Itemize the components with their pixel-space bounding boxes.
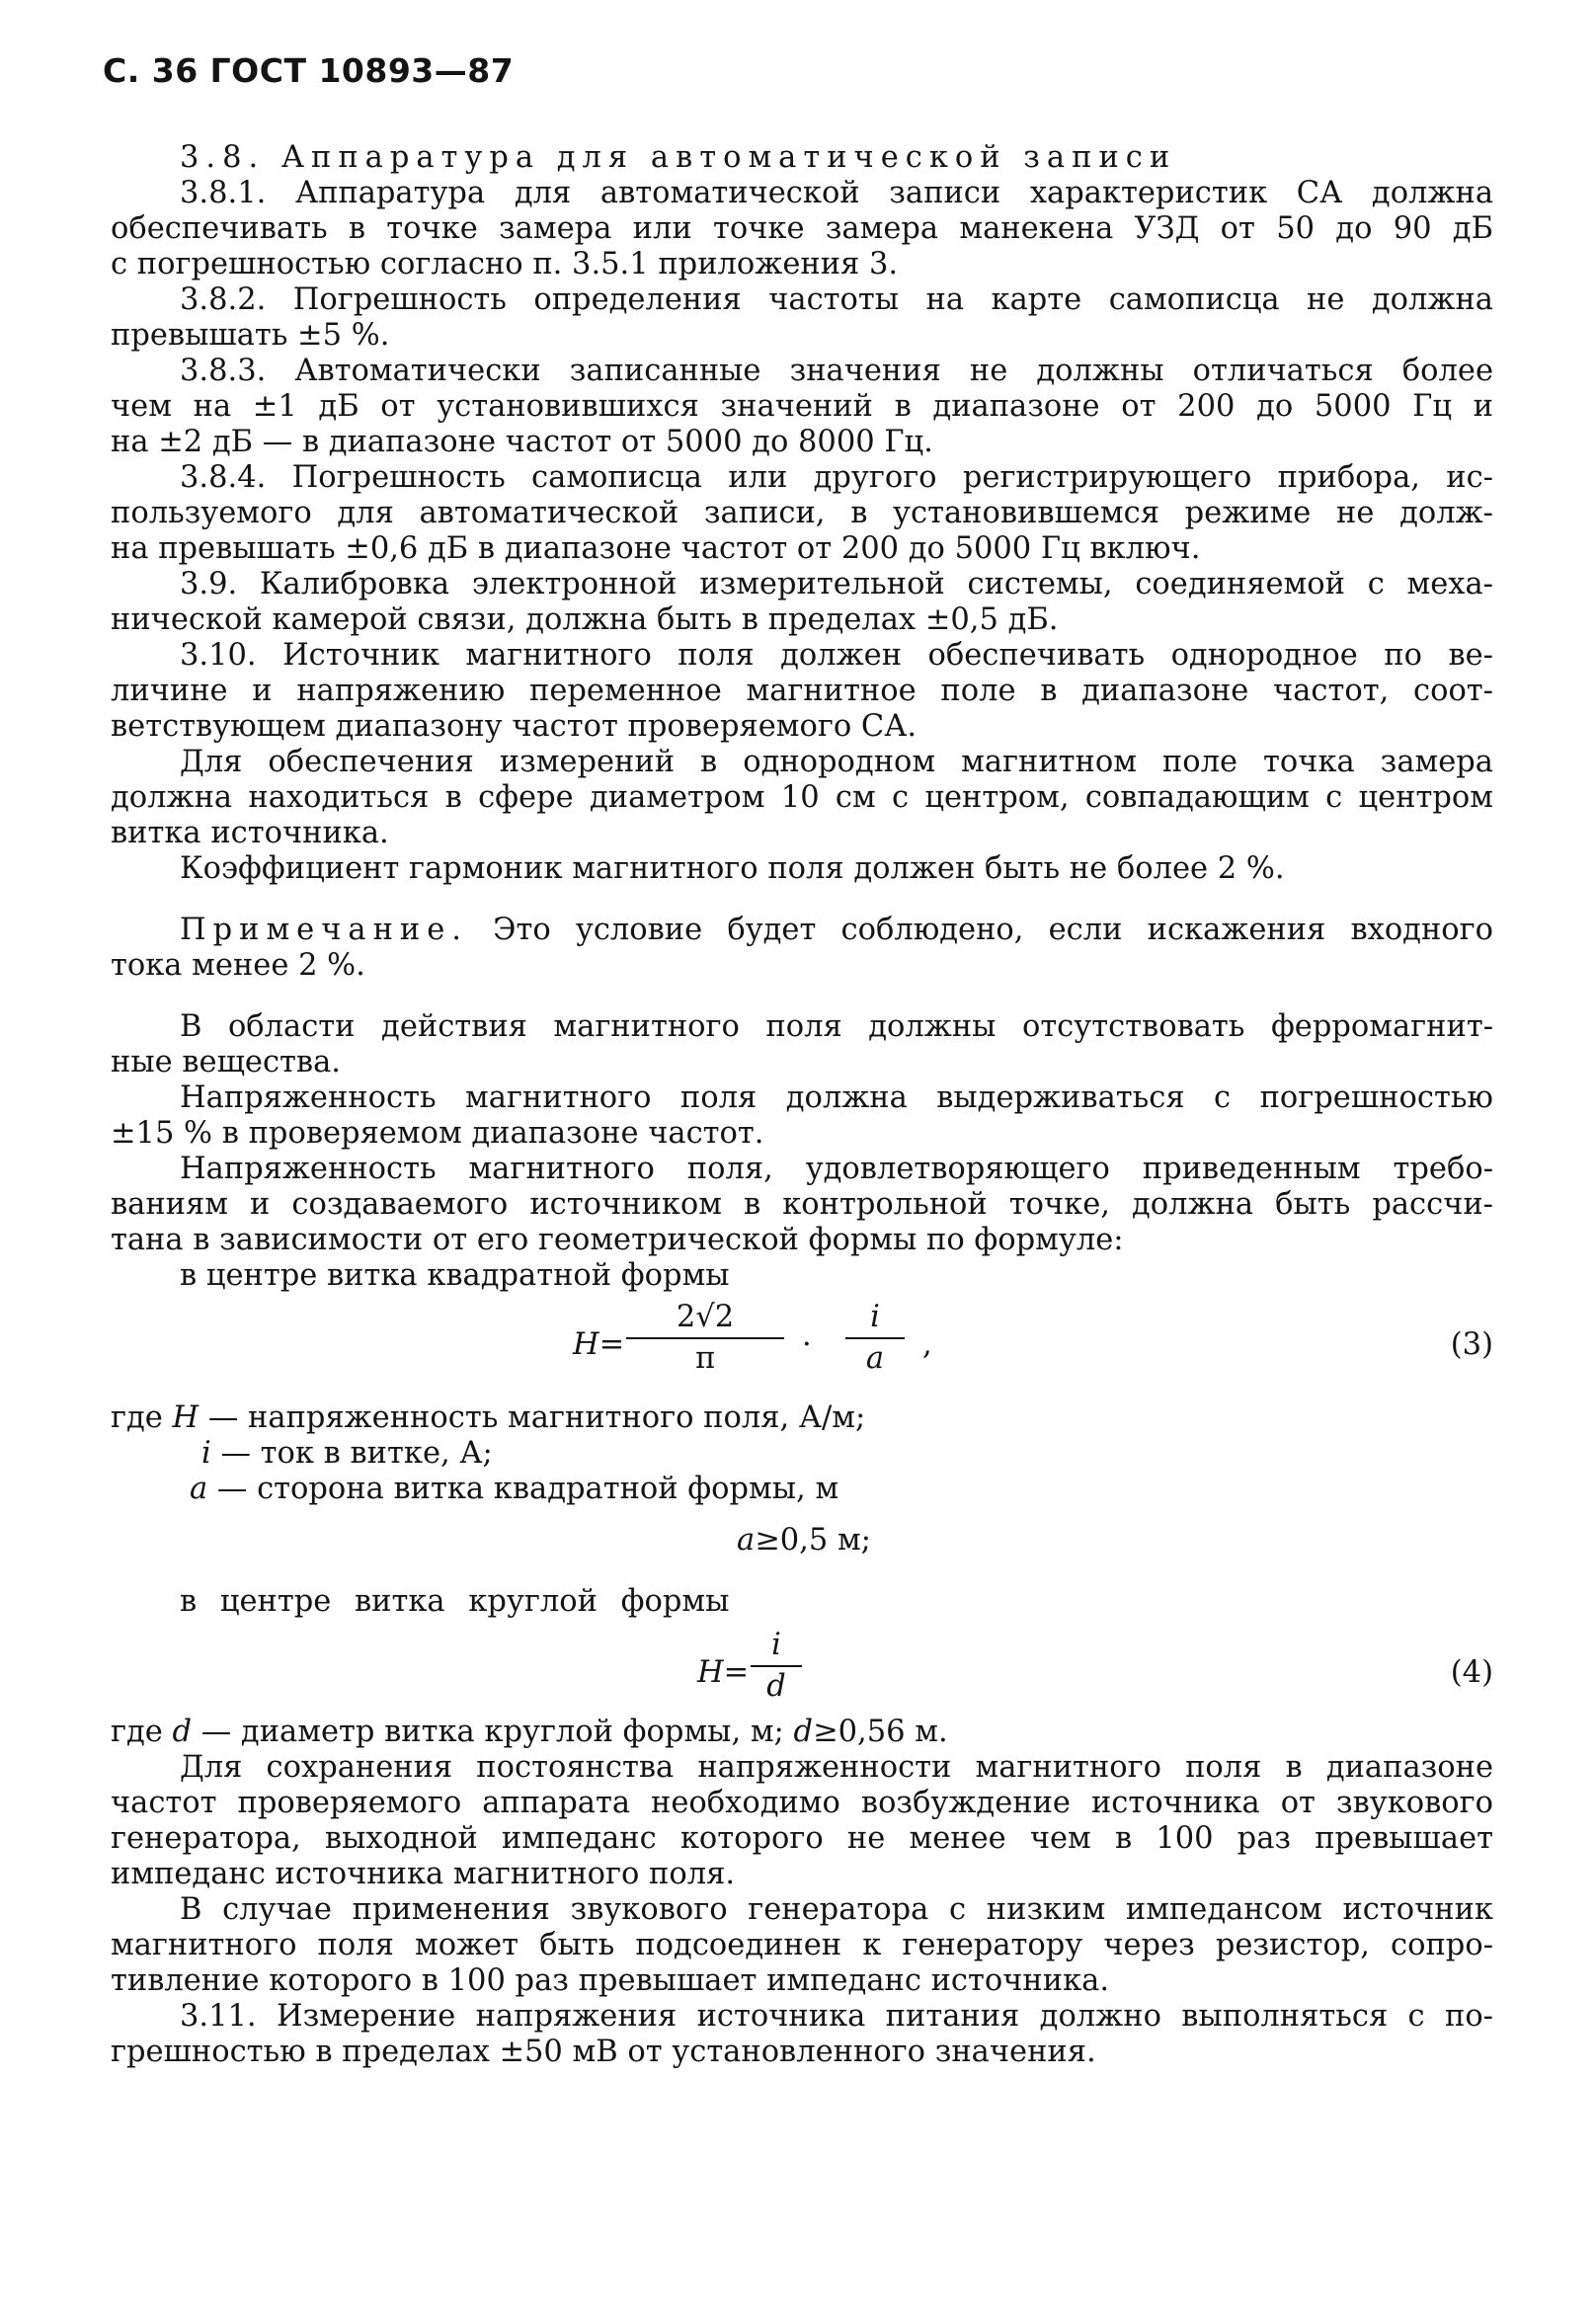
paragraph-low-impedance xyxy=(111,1892,1493,1999)
paragraph-3-9 xyxy=(111,567,1493,638)
section-3-8-title: 3.8. Аппаратура для автоматической записи xyxy=(180,140,1177,175)
text-line: Для сохранения постоянства напряженности магнитного поля в диапазоне xyxy=(180,1750,1493,1785)
formula-3 xyxy=(111,1294,1493,1400)
condition-a xyxy=(111,1523,1493,1559)
definition-H xyxy=(111,1400,1493,1436)
text-line: генератора, выходной импеданс которого не менее чем в 100 раз превышает xyxy=(111,1821,1493,1856)
paragraph-3-11 xyxy=(111,1999,1493,2070)
text-line: превышать ±5 %. xyxy=(111,318,390,353)
text-line: на превышать ±0,6 дБ в диапазоне частот от 200 до 5000 Гц включ. xyxy=(111,531,1201,566)
note xyxy=(111,913,1493,984)
symbol-a: a xyxy=(190,1472,208,1506)
text-line: с погрешностью согласно п. 3.5.1 приложения 3. xyxy=(111,247,899,281)
text-line: импеданс источника магнитного поля. xyxy=(111,1857,736,1891)
formula-4 xyxy=(111,1620,1493,1715)
where-word: где xyxy=(111,1400,173,1435)
text-line: 3.8.4. Погрешность самописца или другого регистрирующего прибора, ис- xyxy=(180,460,1493,495)
symbol-d: d xyxy=(793,1715,814,1749)
text-line: нической камерой связи, должна быть в пределах ±0,5 дБ. xyxy=(111,602,1059,637)
text-line: 3.8.3. Автоматически записанные значения не должны отличаться более xyxy=(180,354,1493,388)
formula-4-fraction xyxy=(751,1628,802,1705)
formula-3-definitions xyxy=(111,1400,1493,1507)
definition-d xyxy=(111,1715,1493,1750)
definition-i-text: — ток в витке, А; xyxy=(210,1436,493,1471)
formula-3-denominator-2: a xyxy=(865,1341,885,1376)
paragraph-harmonics: Коэффициент гармоник магнитного поля должен быть не более 2 %. xyxy=(180,851,1285,886)
text-line: 3.9. Калибровка электронной измерительной системы, соединяемой с меха- xyxy=(180,567,1493,601)
note-label: Примечание. xyxy=(180,913,468,947)
condition-d-text: ≥0,56 м. xyxy=(813,1715,948,1749)
note-text: Это условие будет соблюдено, если искажения входного xyxy=(467,913,1493,947)
text-line: частот проверяемого аппарата необходимо возбуждение источника от звукового xyxy=(111,1786,1493,1820)
text-line: ±15 % в проверяемом диапазоне частот. xyxy=(111,1116,764,1151)
note-line xyxy=(111,913,1493,948)
paragraph-ferromagnetic xyxy=(111,1009,1493,1080)
paragraph-3-8-2 xyxy=(111,282,1493,354)
symbol-d: d xyxy=(172,1715,193,1749)
symbol-a: a xyxy=(737,1523,756,1558)
text-line: на ±2 дБ — в диапазоне частот от 5000 до 8000 Гц. xyxy=(111,425,933,459)
where-word: где xyxy=(111,1715,173,1749)
text-line: пользуемого для автоматической записи, в установившемся режиме не долж- xyxy=(111,496,1493,530)
text-line: магнитного поля может быть подсоединен к генератору через резистор, сопро- xyxy=(111,1928,1493,1962)
formula-3-numerator-2: i xyxy=(845,1300,905,1339)
definition-i xyxy=(111,1436,1493,1472)
round-center-label: в центре витка круглой формы xyxy=(180,1584,730,1619)
square-center-label: в центре витка квадратной формы xyxy=(180,1258,730,1293)
formula-3-number: (3) xyxy=(1450,1327,1493,1362)
paragraph-3-8-3 xyxy=(111,354,1493,460)
definition-d-text: — диаметр витка круглой формы, м; xyxy=(192,1715,794,1749)
formula-4-denominator: d xyxy=(766,1669,786,1704)
text-line: 3.8.2. Погрешность определения частоты на карте самописца не должна xyxy=(180,282,1493,317)
page-header: С. 36 ГОСТ 10893—87 xyxy=(103,51,515,90)
text-line: В случае применения звукового генератора с низким импедансом источник xyxy=(180,1892,1493,1927)
formula-4-number: (4) xyxy=(1450,1655,1493,1690)
formula-3-numerator-1: 2√2 xyxy=(626,1300,784,1339)
definition-a-text: — сторона витка квадратной формы, м xyxy=(207,1472,839,1506)
text-line: должна находиться в сфере диаметром 10 см с центром, совпадающим с центром xyxy=(111,780,1493,815)
formula-3-fraction-2 xyxy=(845,1300,905,1377)
text-line: грешностью в пределах ±50 мВ от установленного значения. xyxy=(111,2035,1096,2069)
paragraph-3-8-4 xyxy=(111,460,1493,567)
text-line: личине и напряжению переменное магнитное поле в диапазоне частот, соот- xyxy=(111,674,1493,708)
text-line: 3.11. Измерение напряжения источника питания должно выполняться с по- xyxy=(180,1999,1493,2034)
definition-a xyxy=(111,1472,1493,1507)
paragraph-3-8-1 xyxy=(111,176,1493,282)
paragraph-constancy xyxy=(111,1750,1493,1892)
text-line: Напряженность магнитного поля должна выдерживаться с погрешностью xyxy=(180,1080,1493,1115)
formula-3-dot: · xyxy=(802,1327,812,1362)
document-body xyxy=(111,140,1493,2070)
text-line: обеспечивать в точке замера или точке замера манекена УЗД от 50 до 90 дБ xyxy=(111,211,1493,246)
formula-3-denominator-1: π xyxy=(694,1341,716,1376)
text-line: В области действия магнитного поля должны отсутствовать ферромагнит- xyxy=(180,1009,1493,1044)
text-line: 3.10. Источник магнитного поля должен обеспечивать однородное по ве- xyxy=(180,638,1493,673)
formula-3-fraction-1 xyxy=(626,1300,784,1377)
text-line: Напряженность магнитного поля, удовлетворяющего приведенным требо- xyxy=(180,1152,1493,1186)
definition-H-text: — напряженность магнитного поля, А/м; xyxy=(199,1400,866,1435)
text-line: ваниям и создаваемого источником в контрольной точке, должна быть рассчи- xyxy=(111,1187,1493,1222)
condition-a-text: ≥0,5 м; xyxy=(755,1523,871,1558)
symbol-i: i xyxy=(201,1436,211,1471)
text-line: ные вещества. xyxy=(111,1045,341,1079)
text-line: витка источника. xyxy=(111,816,389,850)
formula-4-numerator: i xyxy=(751,1628,802,1667)
formula-3-comma: , xyxy=(922,1327,932,1362)
text-line: 3.8.1. Аппаратура для автоматической записи характеристик СА должна xyxy=(180,176,1493,210)
formula-3-lhs: H= xyxy=(573,1327,625,1362)
paragraph-3-10 xyxy=(111,638,1493,745)
text-line: чем на ±1 дБ от установившихся значений в диапазоне от 200 до 5000 Гц и xyxy=(111,389,1493,424)
paragraph-tension-accuracy xyxy=(111,1080,1493,1152)
symbol-H: H xyxy=(172,1400,200,1435)
text-line: ветствующем диапазону частот проверяемого СА. xyxy=(111,709,918,744)
paragraph-tension-calc xyxy=(111,1152,1493,1258)
text-line: тока менее 2 %. xyxy=(111,948,365,983)
text-line: тивление которого в 100 раз превышает импеданс источника. xyxy=(111,1963,1110,1998)
text-line: Для обеспечения измерений в однородном магнитном поле точка замера xyxy=(180,745,1493,779)
text-line: тана в зависимости от его геометрической формы по формуле: xyxy=(111,1223,1124,1257)
paragraph-homogeneous xyxy=(111,745,1493,851)
formula-4-lhs: H= xyxy=(697,1655,750,1690)
